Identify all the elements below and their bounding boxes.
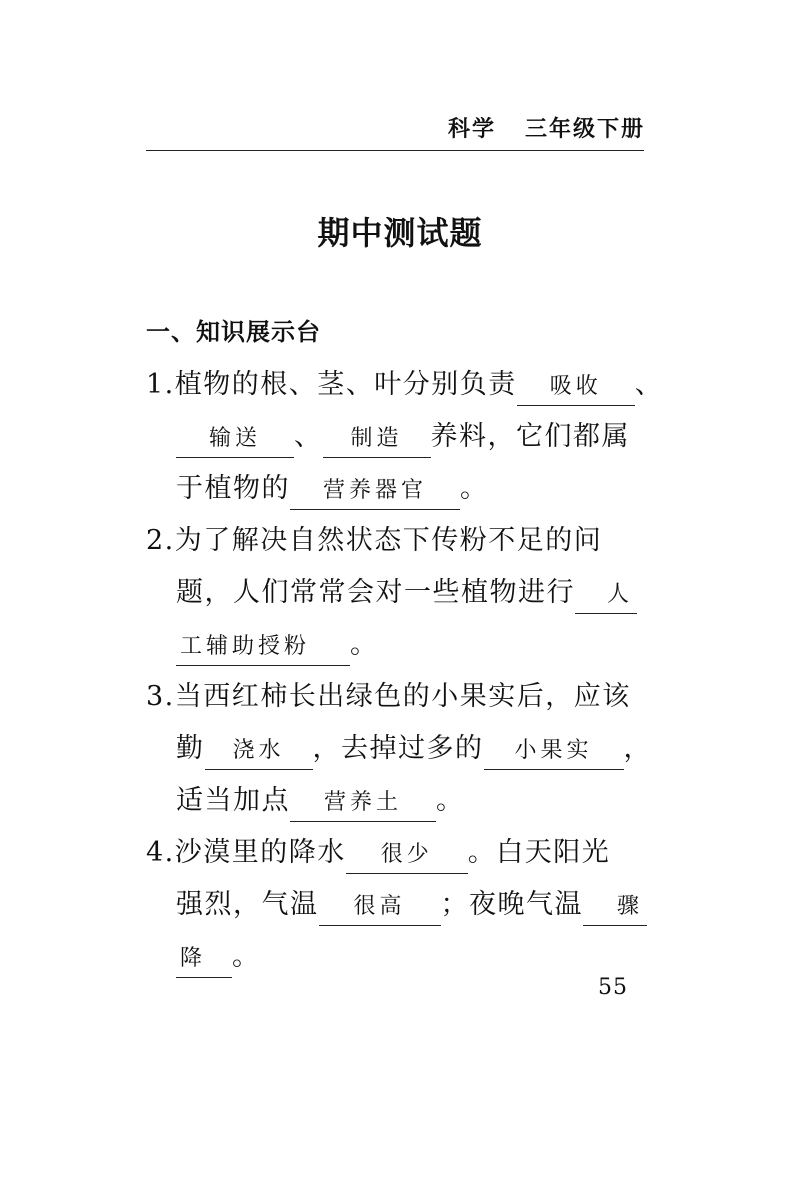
q4-line1-suffix: 。白天阳光 [467,837,611,868]
q1-line2 [176,417,630,458]
q1-line1-text: 1.植物的根、茎、叶分别负责 [146,369,517,400]
q2-line3 [176,625,379,666]
q3-answer-fruit: 小果实 [484,733,624,770]
q4-line1 [146,833,610,874]
q2-line2-text: 题，人们常常会对一些植物进行 [176,577,575,608]
q4-line3-suffix: 。 [232,941,261,972]
q4-answer-drop-part1: 骤 [583,889,647,926]
q2-line3-suffix: 。 [350,629,379,660]
q3-answer-water: 浇水 [205,733,313,770]
header-subject: 科学 [447,117,496,142]
q4-line2-mid: ；夜晚气温 [440,889,583,920]
page-number: 55 [598,975,628,1000]
q3-line3-suffix: 。 [436,785,465,816]
q3-line3-prefix: 适当加点 [176,785,290,816]
q4-line2 [176,885,647,926]
q1-line2-mid: 、 [294,421,323,452]
q2-answer-part2: 工辅助授粉 [176,629,350,666]
q3-answer-soil: 营养土 [290,785,436,822]
q4-line3 [176,937,261,978]
q4-answer-hot: 很高 [319,889,441,926]
page-title: 期中测试题 [317,214,483,252]
q2-line1: 2.为了解决自然状态下传粉不足的问 [146,525,603,556]
page-header [448,112,645,143]
q3-line1: 3.当西红柿长出绿色的小果实后，应该 [146,681,631,712]
header-rule [146,150,644,151]
q4-answer-drop-part2: 降 [176,941,232,978]
q3-line3 [176,781,465,822]
q1-answer-transport: 输送 [176,421,294,458]
q1-line3 [176,469,489,510]
q3-line2-suffix: ， [623,733,652,764]
q1-answer-make: 制造 [323,421,431,458]
q3-line2-prefix: 勤 [176,733,205,764]
q4-line1-prefix: 4.沙漠里的降水 [146,837,346,868]
q1-answer-absorb: 吸收 [517,369,635,406]
q3-line2-mid: ，去掉过多的 [312,733,484,764]
q1-line1 [146,365,663,406]
q2-line2 [176,573,637,614]
q1-line3-text: 于植物的 [176,473,290,504]
q3-line2 [176,729,652,770]
q2-answer-part1: 人 [575,577,637,614]
q4-line2-prefix: 强烈，气温 [176,889,319,920]
q1-line3-suffix: 。 [460,473,489,504]
q1-line2-suffix: 养料，它们都属 [430,421,630,452]
section-heading: 一、知识展示台 [146,318,321,346]
q1-answer-organ: 营养器官 [290,473,460,510]
q1-line1-suffix: 、 [634,369,664,400]
header-grade: 三年级下册 [524,117,645,142]
q4-answer-rain: 很少 [346,837,468,874]
